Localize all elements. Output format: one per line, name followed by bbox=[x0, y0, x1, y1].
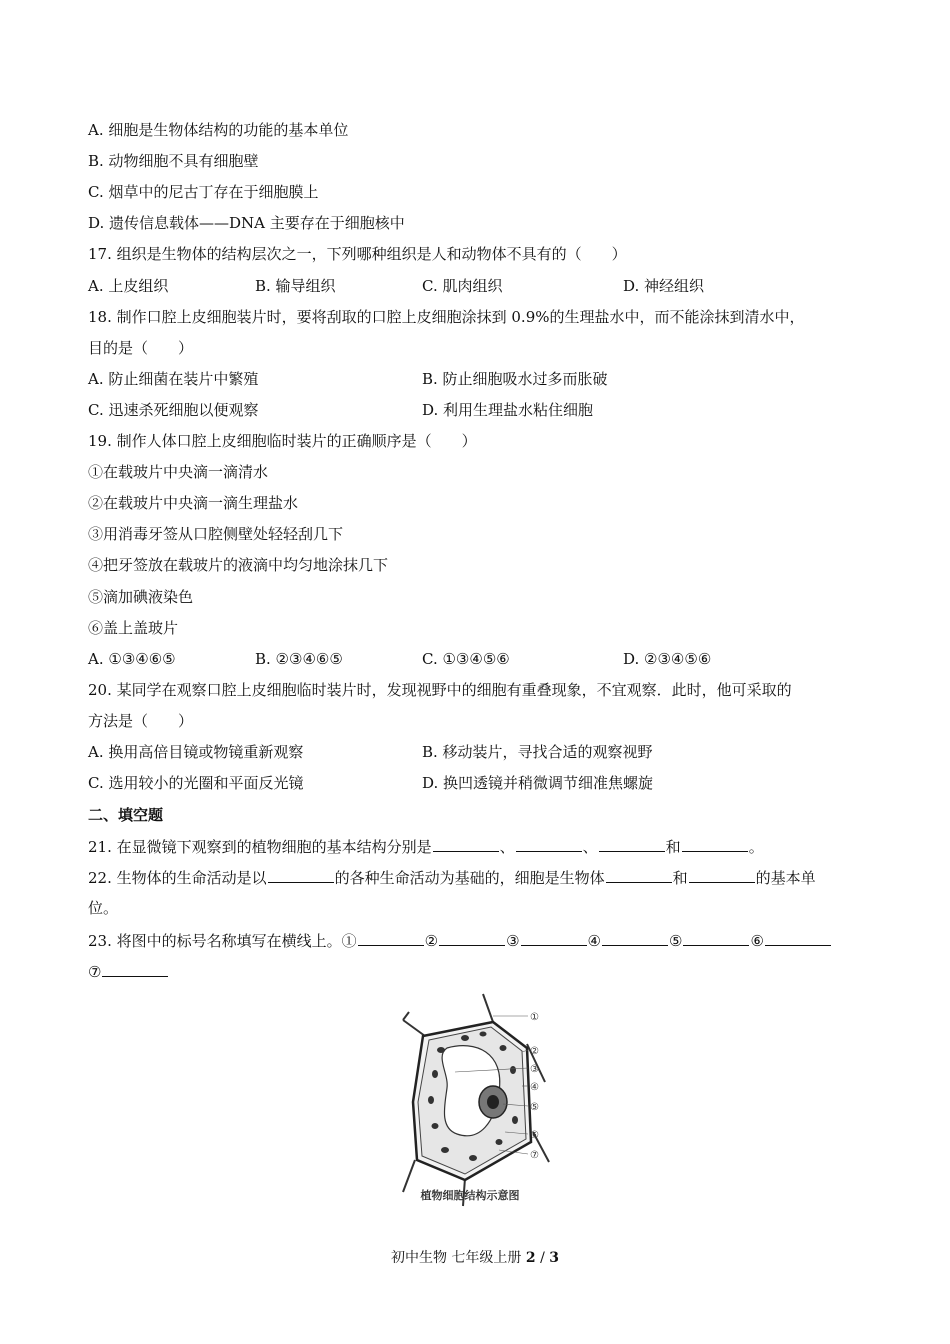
figure-label-2: ② bbox=[530, 1046, 539, 1057]
q19-option-b: B. ②③④⑥⑤ bbox=[255, 650, 343, 668]
figure-label-5: ⑤ bbox=[530, 1102, 539, 1113]
q19-stem: 19. 制作人体口腔上皮细胞临时装片的正确顺序是（ ） bbox=[88, 432, 477, 450]
q21-blank-2[interactable] bbox=[516, 836, 582, 852]
q23-mark-4: ④ bbox=[587, 932, 601, 950]
q18-stem-line1: 18. 制作口腔上皮细胞装片时，要将刮取的口腔上皮细胞涂抹到 0.9%的生理盐水中，而不能涂抹到清水中， bbox=[88, 308, 805, 326]
figure-label-3: ③ bbox=[530, 1064, 539, 1075]
page-footer bbox=[0, 1247, 950, 1267]
q20-option-c: C. 选用较小的光圈和平面反光镜 bbox=[88, 774, 304, 792]
q17-stem: 17. 组织是生物体的结构层次之一，下列哪种组织是人和动物体不具有的（ ） bbox=[88, 245, 627, 263]
section-heading-fill-in: 二、填空题 bbox=[88, 806, 164, 824]
q23-blank-6[interactable] bbox=[765, 930, 831, 946]
q21 bbox=[88, 836, 764, 857]
q22-text-1: 22. 生物体的生命活动是以 bbox=[88, 869, 267, 887]
q19-option-a: A. ①③④⑥⑤ bbox=[88, 650, 176, 668]
q23-blank-1[interactable] bbox=[358, 930, 424, 946]
q23-mark-7: ⑦ bbox=[88, 963, 102, 981]
plant-cell-diagram bbox=[395, 992, 555, 1212]
q18-option-d: D. 利用生理盐水粘住细胞 bbox=[422, 401, 594, 419]
q20-stem-line1: 20. 某同学在观察口腔上皮细胞临时装片时，发现视野中的细胞有重叠现象，不宜观察．此时，他可采取的 bbox=[88, 681, 792, 699]
q23-mark-3: ③ bbox=[506, 932, 520, 950]
q20-option-b: B. 移动装片，寻找合适的观察视野 bbox=[422, 743, 653, 761]
q20-option-d: D. 换凹透镜并稍微调节细准焦螺旋 bbox=[422, 774, 654, 792]
q17-option-a: A. 上皮组织 bbox=[88, 277, 169, 295]
q22-text-3: 和 bbox=[672, 869, 688, 887]
q20-stem-line2: 方法是（ ） bbox=[88, 712, 194, 730]
q19-option-c: C. ①③④⑤⑥ bbox=[422, 650, 510, 668]
q18-option-b: B. 防止细胞吸水过多而胀破 bbox=[422, 370, 608, 388]
figure-label-6: ⑥ bbox=[530, 1130, 539, 1141]
q22-blank-2[interactable] bbox=[606, 867, 672, 883]
q22-text-4: 的基本单 bbox=[755, 869, 816, 887]
q19-option-d: D. ②③④⑤⑥ bbox=[623, 650, 712, 668]
figure-caption: 植物细胞结构示意图 bbox=[420, 1189, 520, 1202]
q16-option-b: B. 动物细胞不具有细胞壁 bbox=[88, 152, 259, 170]
q18-option-a: A. 防止细菌在装片中繁殖 bbox=[88, 370, 259, 388]
q19-step-4: ④把牙签放在载玻片的液滴中均匀地涂抹几下 bbox=[88, 556, 389, 574]
footer-separator: / bbox=[535, 1250, 550, 1266]
q19-step-1: ①在载玻片中央滴一滴清水 bbox=[88, 463, 269, 481]
q22-line2: 位。 bbox=[88, 899, 119, 917]
footer-page-number: 2 bbox=[525, 1250, 536, 1266]
q16-option-a: A. 细胞是生物体结构的功能的基本单位 bbox=[88, 121, 349, 139]
q23-mark-5: ⑤ bbox=[669, 932, 683, 950]
q23-blank-3[interactable] bbox=[521, 930, 587, 946]
q22-text-2: 的各种生命活动为基础的，细胞是生物体 bbox=[334, 869, 605, 887]
q17-option-d: D. 神经组织 bbox=[623, 277, 705, 295]
footer-page-total: 3 bbox=[549, 1250, 560, 1266]
q23-blank-2[interactable] bbox=[439, 930, 505, 946]
q23-line2 bbox=[88, 961, 169, 982]
figure-label-7: ⑦ bbox=[530, 1150, 539, 1161]
figure-label-1: ① bbox=[530, 1012, 539, 1023]
q21-text-2: 、 bbox=[499, 838, 515, 856]
q23-mark-2: ② bbox=[424, 932, 439, 950]
q23-text: 23. 将图中的标号名称填写在横线上。 bbox=[88, 932, 342, 950]
q21-blank-4[interactable] bbox=[682, 836, 748, 852]
q21-text-1: 21. 在显微镜下观察到的植物细胞的基本结构分别是 bbox=[88, 838, 432, 856]
q18-stem-line2: 目的是（ ） bbox=[88, 339, 194, 357]
q16-option-d: D. 遗传信息载体——DNA 主要存在于细胞核中 bbox=[88, 214, 405, 232]
q17-option-c: C. 肌肉组织 bbox=[422, 277, 503, 295]
q22-blank-1[interactable] bbox=[268, 867, 334, 883]
footer-subject: 初中生物 七年级上册 bbox=[390, 1250, 526, 1266]
q21-text-5: 。 bbox=[748, 838, 764, 856]
q19-step-3: ③用消毒牙签从口腔侧壁处轻轻刮几下 bbox=[88, 525, 344, 543]
q23-blank-4[interactable] bbox=[602, 930, 668, 946]
q16-option-c: C. 烟草中的尼古丁存在于细胞膜上 bbox=[88, 183, 319, 201]
q21-text-3: 、 bbox=[582, 838, 598, 856]
figure-label-4: ④ bbox=[530, 1082, 539, 1093]
q23-mark-1: ① bbox=[341, 932, 357, 950]
q21-text-4: 和 bbox=[665, 838, 681, 856]
q18-option-c: C. 迅速杀死细胞以便观察 bbox=[88, 401, 259, 419]
q17-option-b: B. 输导组织 bbox=[255, 277, 336, 295]
q22-line1 bbox=[88, 867, 816, 888]
q19-step-2: ②在载玻片中央滴一滴生理盐水 bbox=[88, 494, 299, 512]
q23-line1 bbox=[88, 930, 832, 951]
q23-blank-5[interactable] bbox=[683, 930, 749, 946]
q21-blank-3[interactable] bbox=[599, 836, 665, 852]
q20-option-a: A. 换用高倍目镜或物镜重新观察 bbox=[88, 743, 304, 761]
q23-blank-7[interactable] bbox=[102, 961, 168, 977]
q23-mark-6: ⑥ bbox=[750, 932, 764, 950]
q19-step-6: ⑥盖上盖玻片 bbox=[88, 619, 179, 637]
q21-blank-1[interactable] bbox=[433, 836, 499, 852]
q19-step-5: ⑤滴加碘液染色 bbox=[88, 588, 194, 606]
q22-blank-3[interactable] bbox=[689, 867, 755, 883]
